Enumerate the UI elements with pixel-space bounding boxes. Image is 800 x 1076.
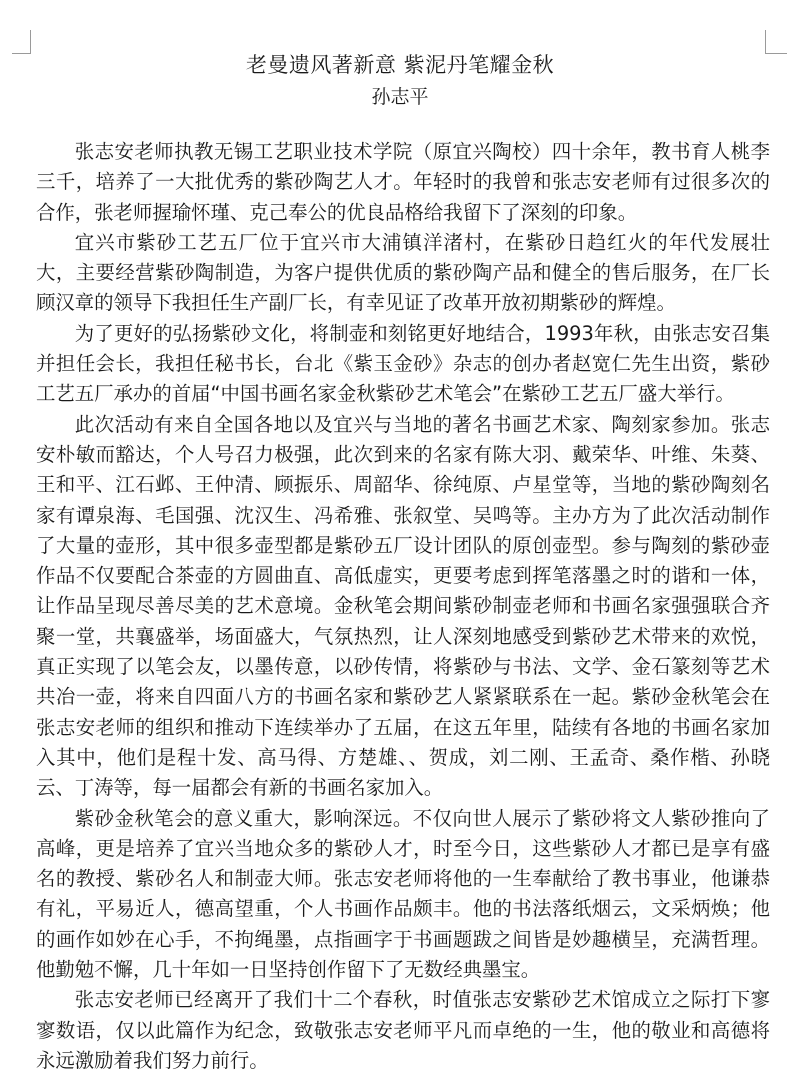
paragraph: 宜兴市紫砂工艺五厂位于宜兴市大浦镇洋渚村，在紫砂日趋红火的年代发展壮大，主要经营紫砂陶制造，为客户提供优质的紫砂陶产品和健全的售后服务，在厂长顾汉章的领导下我担任生产副厂长，有幸见证了改革开放初期紫砂的辉煌。 <box>36 230 770 315</box>
paragraph: 紫砂金秋笔会的意义重大，影响深远。不仅向世人展示了紫砂将文人紫砂推向了高峰，更是培养了宜兴当地众多的紫砂人才，时至今日，这些紫砂人才都已是享有盛名的教授、紫砂名人和制壶大师。张志安老师将他的一生奉献给了教书事业，他谦恭有礼，平易近人，德高望重，个人书画作品颇丰。他的书法落纸烟云，文采炳焕；他的画作如妙在心手，不拘绳墨，点指画字于书画题跋之间皆是妙趣横呈，充满哲理。他勤勉不懈，几十年如一日坚持创作留下了无数经典墨宝。 <box>36 806 770 982</box>
paragraph: 张志安老师执教无锡工艺职业技术学院（原宜兴陶校）四十余年，教书育人桃李三千，培养了一大批优秀的紫砂陶艺人才。年轻时的我曾和张志安老师有过很多次的合作，张老师握瑜怀瑾、克己奉公的优良品格给我留下了深刻的印象。 <box>36 140 770 224</box>
paragraph: 张志安老师已经离开了我们十二个春秋，时值张志安紫砂艺术馆成立之际打下寥寥数语，仅以此篇作为纪念，致敬张志安老师平凡而卓绝的一生，他的敬业和高德将永远激励着我们努力前行。 <box>36 988 770 1072</box>
paragraph: 此次活动有来自全国各地以及宜兴与当地的著名书画艺术家、陶刻家参加。张志安朴敏而豁达，个人号召力极强，此次到来的名家有陈大羽、戴荣华、叶维、朱葵、王和平、江石邺、王仲清、顾振乐、周韶华、徐纯原、卢星堂等，当地的紫砂陶刻名家有谭泉海、毛国强、沈汉生、冯希雅、张叙堂、吴鸣等。主办方为了此次活动制作了大量的壶形，其中很多壶型都是紫砂五厂设计团队的原创壶型。参与陶刻的紫砂壶作品不仅要配合茶壶的方圆曲直、高低虚实，更要考虑到挥笔落墨之时的谐和一体，让作品呈现尽善尽美的艺术意境。金秋笔会期间紫砂制壶老师和书画名家强强联合齐聚一堂，共襄盛举，场面盛大，气氛热烈，让人深刻地感受到紫砂艺术带来的欢悦，真正实现了以笔会友，以墨传意，以砂传情，将紫砂与书法、文学、金石篆刻等艺术共冶一壶，将来自四面八方的书画名家和紫砂艺人紧紧联系在一起。紫砂金秋笔会在张志安老师的组织和推动下连续举办了五届，在这五年里，陆续有各地的书画名家加入其中，他们是程十发、高马得、方楚雄、、贺成，刘二刚、王孟奇、桑作楷、孙晓云、丁涛等，每一届都会有新的书画名家加入。 <box>36 412 770 800</box>
document-body <box>36 137 770 1076</box>
document-title: 老曼遗风著新意 紫泥丹笔耀金秋 <box>245 53 555 77</box>
paragraph: 为了更好的弘扬紫砂文化，将制壶和刻铭更好地结合，1993年秋，由张志安召集并担任会长，我担任秘书长，台北《紫玉金砂》杂志的创办者赵宽仁先生出资，紫砂工艺五厂承办的首届“中国书画名家金秋紫砂艺术笔会”在紫砂工艺五厂盛大举行。 <box>36 321 770 406</box>
document-author: 孙志平 <box>371 86 429 108</box>
